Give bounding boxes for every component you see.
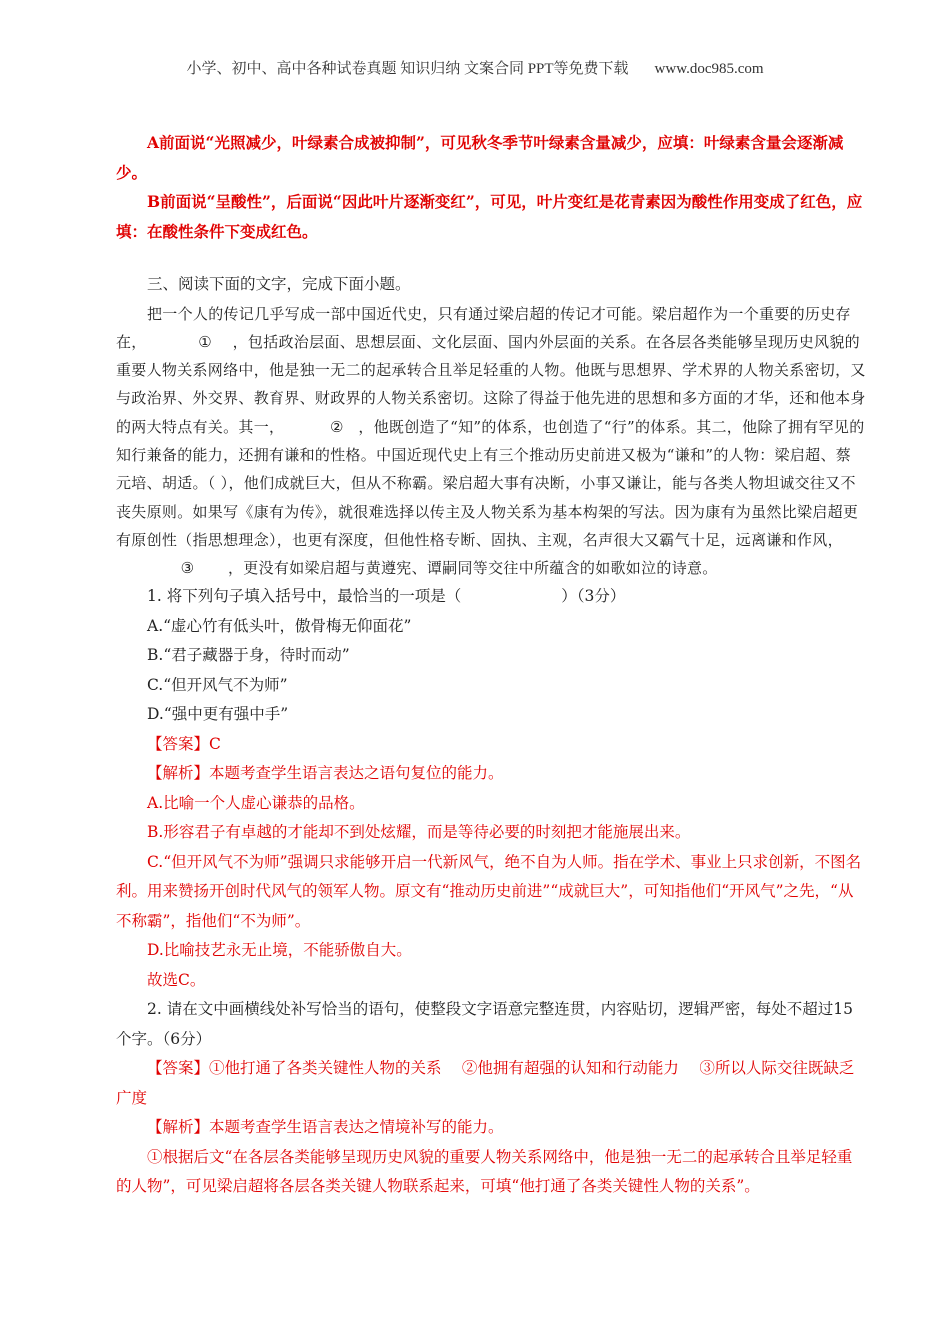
prev-answer-a: A前面说“光照减少，叶绿素合成被抑制”，可见秋冬季节叶绿素含量减少，应填：叶绿素含量会逐渐减少。 bbox=[116, 133, 844, 182]
passage-part-2: ，包括政治层面、思想层面、文化层面、国内外层面的关系。在各层各类能够呈现历史风貌的重要人物关系网络中，他是独一无二的起承转合且举足轻重的人物。他既与思想界、学术界的人物关系密切，又与政治界、外交界、教育界、财政界的人物关系密切。这除了得益于他先进的思想和多方面的才华，还和他本身的两大特点有关。其一， bbox=[116, 332, 866, 436]
q1-analysis-c: C.“但开风气不为师”强调只求能够开启一代新风气，绝不自为人师。指在学术、事业上只求创新，不图名利。用来赞扬开创时代风气的领军人物。原文有“推动历史前进”“成就巨大”，可知指他们“开风气”之先，“从不称霸”，指他们“不为师”。 bbox=[116, 852, 862, 930]
question-1-stem-before: 1. 将下列句子填入括号中，最恰当的一项是（ bbox=[147, 587, 462, 606]
blank-3-marker: ③ bbox=[180, 559, 195, 578]
q1-analysis-d: D.比喻技艺永无止境，不能骄傲自大。 bbox=[147, 941, 412, 960]
page-header bbox=[0, 57, 950, 78]
document-body bbox=[116, 128, 866, 1202]
passage-part-1: 把一个人的传记几乎写成一部中国近代史，只有通过梁启超的传记才可能。梁启超作为一个重要的历史存在， bbox=[116, 304, 851, 351]
q1-answer: 【答案】C bbox=[147, 734, 221, 753]
q2-analysis-intro: 【解析】本题考查学生语言表达之情境补写的能力。 bbox=[147, 1118, 504, 1137]
q1-analysis-intro: 【解析】本题考查学生语言表达之语句复位的能力。 bbox=[147, 764, 504, 783]
blank-1-marker: ① bbox=[198, 332, 212, 351]
prev-answer-b: B前面说“呈酸性”，后面说“因此叶片逐渐变红”，可见，叶片变红是花青素因为酸性作用变成了红色，应填：在酸性条件下变成红色。 bbox=[116, 192, 863, 241]
section-title: 三、阅读下面的文字，完成下面小题。 bbox=[147, 275, 411, 293]
header-site-link[interactable]: www.doc985.com bbox=[654, 61, 764, 77]
q1-conclusion: 故选C。 bbox=[147, 970, 206, 989]
option-b: B.“君子藏器于身，待时而动” bbox=[147, 646, 350, 665]
question-1-stem bbox=[116, 582, 866, 612]
q1-analysis-a: A.比喻一个人虚心谦恭的品格。 bbox=[147, 793, 365, 812]
passage-part-3: ，他既创造了“知”的体系，也创造了“行”的体系。其二，他除了拥有罕见的知行兼备的能力，还拥有谦和的性格。中国近现代史上有三个推动历史前进又极为“谦和”的人物：梁启超、蔡元培、胡适。（ ），他们成就巨大，但从不称霸。梁启超大事有决断，小事又谦让，能与各类人物坦诚交往又不丧失原则。如果写《康有为传》，就很难选择以传主及人物关系为基本构架的写法。因为康有为虽然比梁启超更有原创性（指思想理念），也更有深度，但他性格专断、固执、主观，名声很大又霸气十足，远离谦和作风， bbox=[116, 417, 865, 549]
q2-answer: 【答案】①他打通了各类关键性人物的关系 ②他拥有超强的认知和行动能力 ③所以人际交往既缺乏广度 bbox=[116, 1059, 855, 1107]
q2-analysis-1: ①根据后文“在各层各类能够呈现历史风貌的重要人物关系网络中，他是独一无二的起承转合且举足轻重的人物”，可见梁启超将各层各类关键人物联系起来，可填“他打通了各类关键性人物的关系”。 bbox=[116, 1147, 853, 1196]
blank-2-marker: ② bbox=[329, 417, 344, 436]
option-d: D.“强中更有强中手” bbox=[147, 705, 289, 724]
question-1-stem-after: ）（3分） bbox=[561, 587, 626, 606]
option-c: C.“但开风气不为师” bbox=[147, 675, 288, 694]
passage-part-4: ，更没有如梁启超与黄遵宪、谭嗣同等交往中所蕴含的如歌如泣的诗意。 bbox=[228, 559, 718, 578]
reading-passage bbox=[116, 300, 866, 583]
header-text: 小学、初中、高中各种试卷真题 知识归纳 文案合同 PPT等免费下载 bbox=[186, 61, 629, 77]
q1-analysis-b: B.形容君子有卓越的才能却不到处炫耀，而是等待必要的时刻把才能施展出来。 bbox=[147, 823, 691, 842]
question-2-stem: 2. 请在文中画横线处补写恰当的语句，使整段文字语意完整连贯，内容贴切，逻辑严密，每处不超过15个字。（6分） bbox=[116, 1000, 853, 1048]
option-a: A.“虚心竹有低头叶，傲骨梅无仰面花” bbox=[147, 616, 412, 635]
